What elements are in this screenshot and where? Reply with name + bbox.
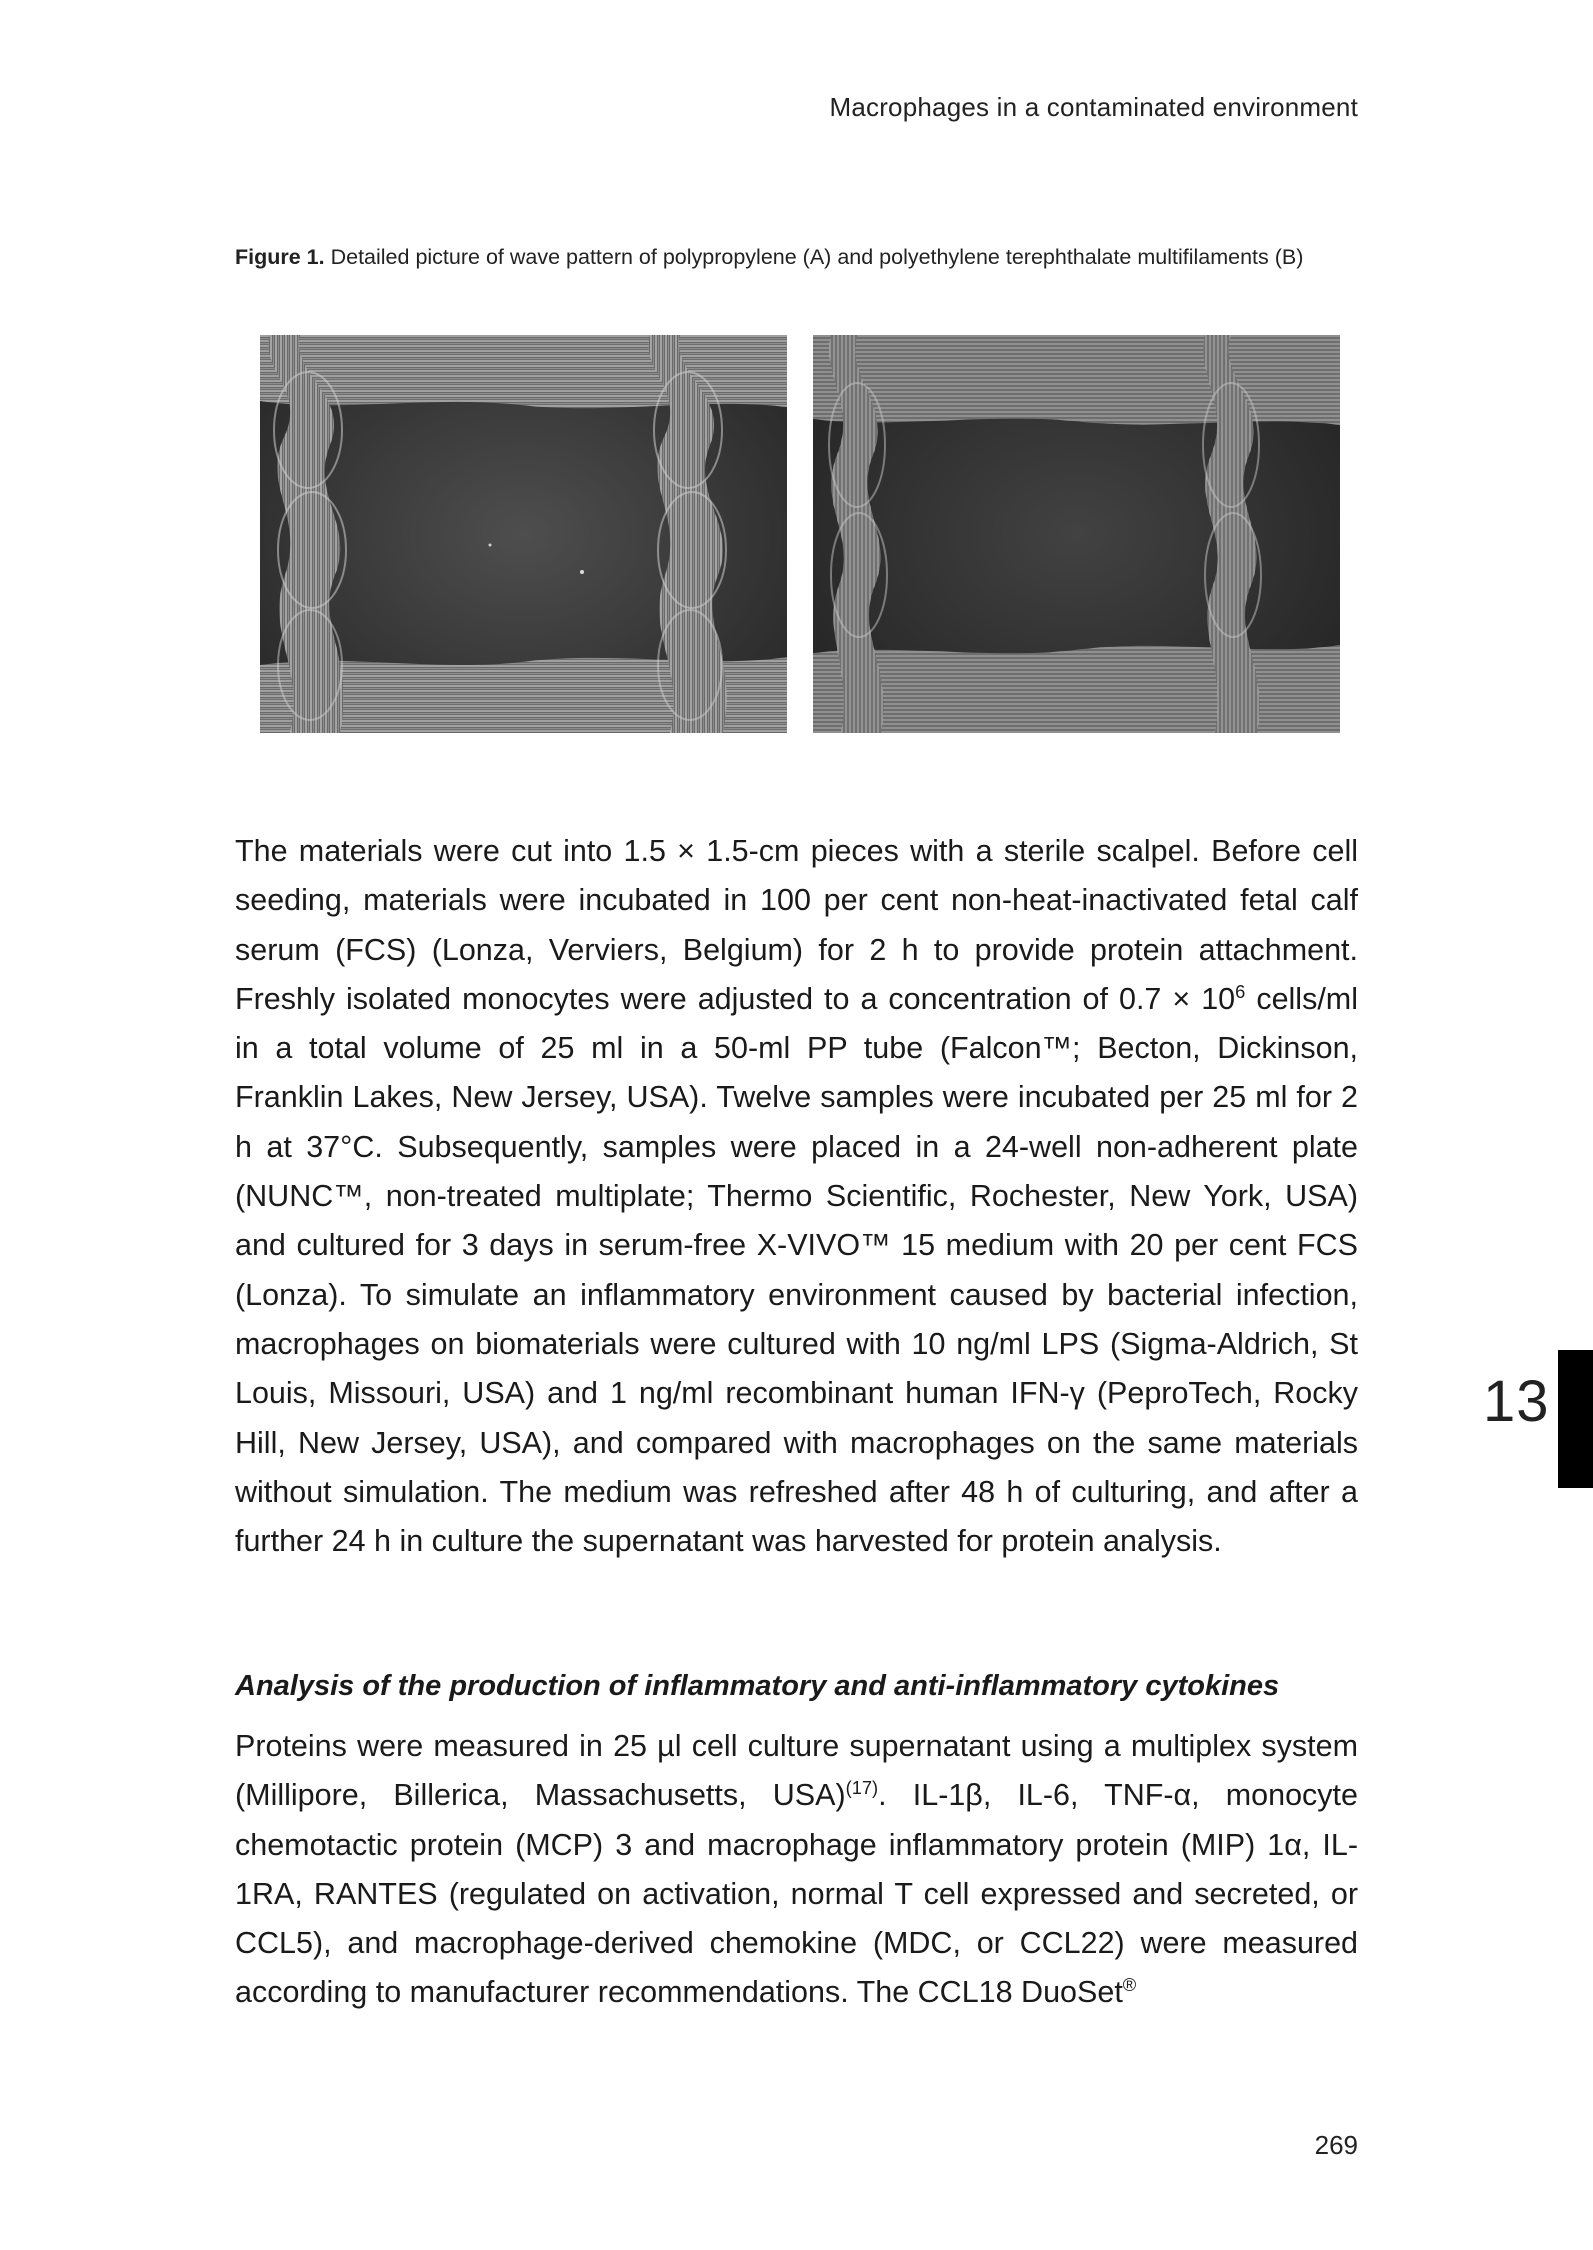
paragraph-1-part-2: cells/ml in a total volume of 25 ml in a 50-ml PP tube (Falcon™; Becton, Dickinson, Franklin Lakes, New Jersey, USA). Twelve samples were incubated per 25 ml for 2 h at 37°C. Subsequently, samples were placed in a 24-well non-adherent plate (NUNC™, non-treated multiplate; Thermo Scientific, Rochester, New York, USA) and cultured for 3 days in serum-free X-VIVO™ 15 medium with 20 per cent FCS (Lonza). To simulate an inflammatory environment caused by bacterial infection, macrophages on biomaterials were cultured with 10 ng/ml LPS (Sigma-Aldrich, St Louis, Missouri, USA) and 1 ng/ml recombinant human IFN-γ (PeproTech, Rocky Hill, New Jersey, USA), and compared with macrophages on the same materials without simulation. The medium was refreshed after 48 h of culturing, and after a further 24 h in culture the supernatant was harvested for protein analysis. (235, 981, 1358, 1559)
page-number: 269 (1314, 2130, 1358, 2160)
figure-caption-text: Detailed picture of wave pattern of polypropylene (A) and polyethylene terephthalate multifilaments (B) (330, 245, 1304, 269)
body-paragraph-2 (235, 1722, 1358, 2018)
sem-image-polyethylene-terephthalate (813, 335, 1340, 733)
paragraph-1-part-1: The materials were cut into 1.5 × 1.5-cm pieces with a sterile scalpel. Before cell seeding, materials were incubated in 100 per cent non-heat-inactivated fetal calf serum (FCS) (Lonza, Verviers, Belgium) for 2 h to provide protein attachment. Freshly isolated monocytes were adjusted to a concentration of 0.7 × 10 (235, 834, 1358, 1016)
body-paragraph-1 (235, 827, 1358, 1566)
running-header: Macrophages in a contaminated environment (829, 92, 1358, 122)
figure-panel-b (813, 335, 1340, 733)
registered-mark: ® (1122, 1974, 1137, 1996)
paragraph-2-part-2: . IL-1β, IL-6, TNF-α, monocyte chemotactic protein (MCP) 3 and macrophage inflammatory protein (MIP) 1α, IL-1RA, RANTES (regulated on activation, normal T cell expressed and secreted, or CCL5), and macrophage-derived chemokine (MDC, or CCL22) were measured according to manufacturer recommendations. The CCL18 DuoSet (235, 1778, 1358, 2010)
figure-caption (235, 242, 1358, 273)
section-heading: Analysis of the production of inflammatory and anti-inflammatory cytokines (235, 1670, 1280, 1702)
chapter-number: 13 (1483, 1369, 1550, 1434)
citation-reference: (17) (845, 1777, 879, 1799)
figure-panel-a (260, 335, 787, 733)
figure-label: Figure 1. (235, 245, 325, 269)
paragraph-2-part-1: Proteins were measured in 25 µl cell culture supernatant using a multiplex system (Millipore, Billerica, Massachusetts, USA) (235, 1729, 1358, 1813)
superscript-exponent: 6 (1235, 980, 1246, 1002)
chapter-tab (1558, 1350, 1593, 1488)
sem-image-polypropylene (260, 335, 787, 733)
